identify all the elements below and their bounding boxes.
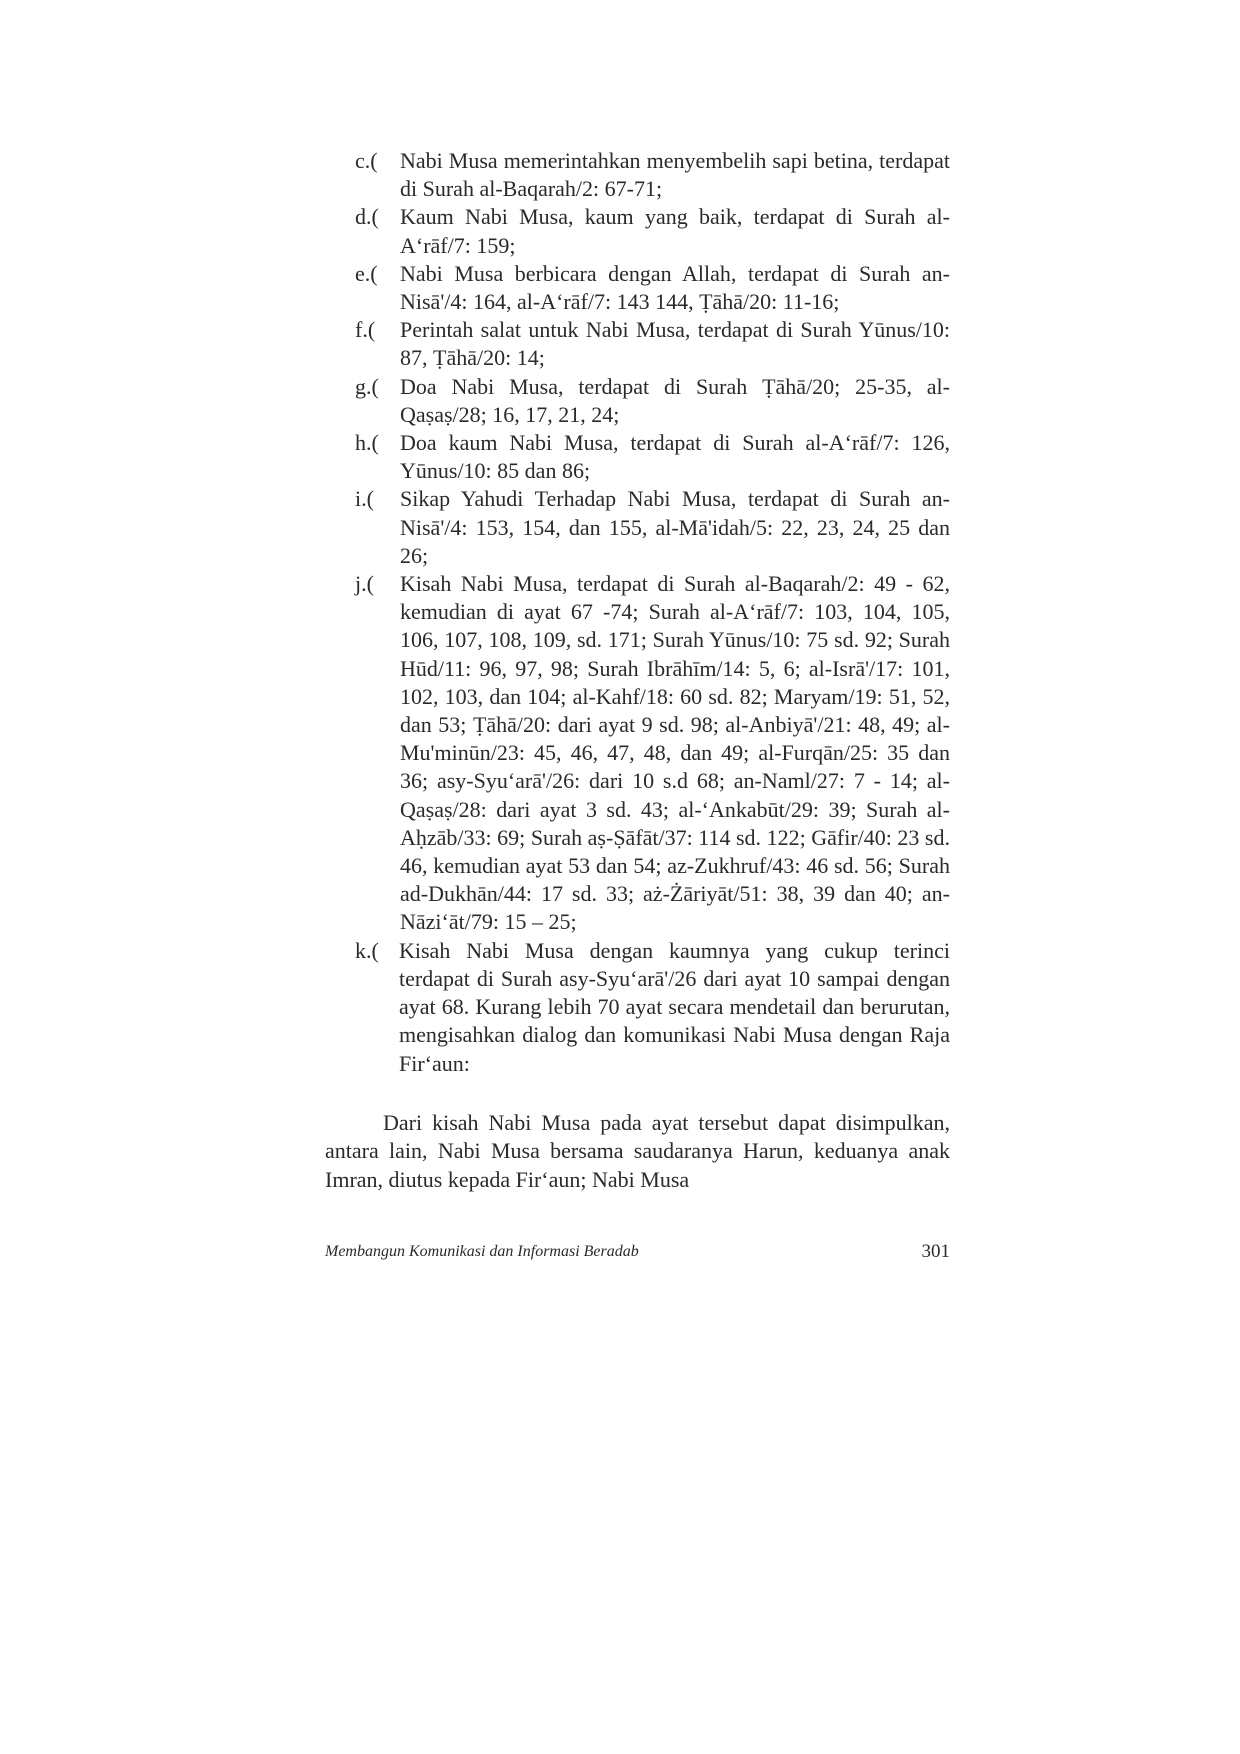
list-item-text: Perintah salat untuk Nabi Musa, terdapat di Surah Yūnus/10: 87, Ṭāhā/20: 14; [400,317,950,371]
list-item [355,147,950,203]
surah-reference-list [355,147,950,1078]
page-number: 301 [921,1241,950,1262]
list-item [355,429,950,485]
body-paragraph: Dari kisah Nabi Musa pada ayat tersebut dapat disimpulkan, antara lain, Nabi Musa bersama saudaranya Harun, keduanya anak Imran, diutus kepada Fir‘aun; Nabi Musa [325,1110,950,1192]
list-item-text: Nabi Musa berbicara dengan Allah, terdapat di Surah an-Nisā'/4: 164, al-A‘rāf/7: 143 144, Ṭāhā/20: 11-16; [400,260,950,315]
list-marker: j.( [355,571,374,597]
list-item-text: Doa kaum Nabi Musa, terdapat di Surah al-A‘rāf/7: 126, Yūnus/10: 85 dan 86; [400,430,950,484]
list-marker: f.( [355,317,376,343]
page-footer [325,1240,950,1264]
list-item-text: Kisah Nabi Musa dengan kaumnya yang cukup terinci terdapat di Surah asy-Syu‘arā'/26 dari ayat 10 sampai dengan ayat 68. Kurang lebih 70 ayat secara mendetail dan berurutan, mengisahkan dialog dan komunikasi Nabi Musa dengan Raja Fir‘aun: [399,937,950,1076]
list-item [355,373,950,429]
list-item-text: Sikap Yahudi Terhadap Nabi Musa, terdapat di Surah an-Nisā'/4: 153, 154, dan 155, al-Mā'idah/5: 22, 23, 24, 25 dan 26; [400,486,950,568]
list-marker: g.( [355,373,379,399]
list-item-text: Doa Nabi Musa, terdapat di Surah Ṭāhā/20; 25-35, al-Qaṣaṣ/28; 16, 17, 21, 24; [400,373,950,427]
list-item [355,203,950,259]
list-marker: c.( [355,148,378,173]
list-item-text: Kaum Nabi Musa, kaum yang baik, terdapat di Surah al-A‘rāf/7: 159; [400,204,950,258]
list-item-text: Kisah Nabi Musa, terdapat di Surah al-Baqarah/2: 49 - 62, kemudian di ayat 67 -74; Surah al-A‘rāf/7: 103, 104, 105, 106, 107, 108, 109, sd. 171; Surah Yūnus/10: 75 sd. 92; Surah Hūd/11: 96, 97, 98; Surah Ibrāhīm/14: 5, 6; al-Isrā'/17: 101, 102, 103, dan 104; al-Kahf/18: 60 sd. 82; Maryam/19: 51, 52, dan 53; Ṭāhā/20: dari ayat 9 sd. 98; al-Anbiyā'/21: 48, 49; al-Mu'minūn/23: 45, 46, 47, 48, dan 49; al-Furqān/25: 35 dan 36; asy-Syu‘arā'/26: dari 10 s.d 68; an-Naml/27: 7 - 14; al-Qaṣaṣ/28: dari ayat 3 sd. 43; al-‘Ankabūt/29: 39; Surah al-Aḥzāb/33: 69; Surah aṣ-Ṣāfāt/37: 114 sd. 122; Gāfir/40: 23 sd. 46, kemudian ayat 53 dan 54; az-Zukhruf/43: 46 sd. 56; Surah ad-Dukhān/44: 17 sd. 33; aż-Żāriyāt/51: 38, 39 dan 40; an-Nāzi‘āt/79: 15 – 25; [400,571,950,935]
running-footer-title: Membangun Komunikasi dan Informasi Beradab [325,1243,639,1260]
list-marker: i.( [355,486,374,512]
list-item-text: Nabi Musa memerintahkan menyembelih sapi betina, terdapat di Surah al-Baqarah/2: 67-71; [400,148,950,202]
list-marker: d.( [355,204,379,230]
list-item [355,485,950,570]
list-marker: k.( [355,937,379,963]
list-item [355,316,950,372]
list-item [355,570,950,937]
list-marker: e.( [355,260,378,286]
list-item [355,937,950,1078]
list-marker: h.( [355,430,379,456]
list-item [355,260,950,316]
